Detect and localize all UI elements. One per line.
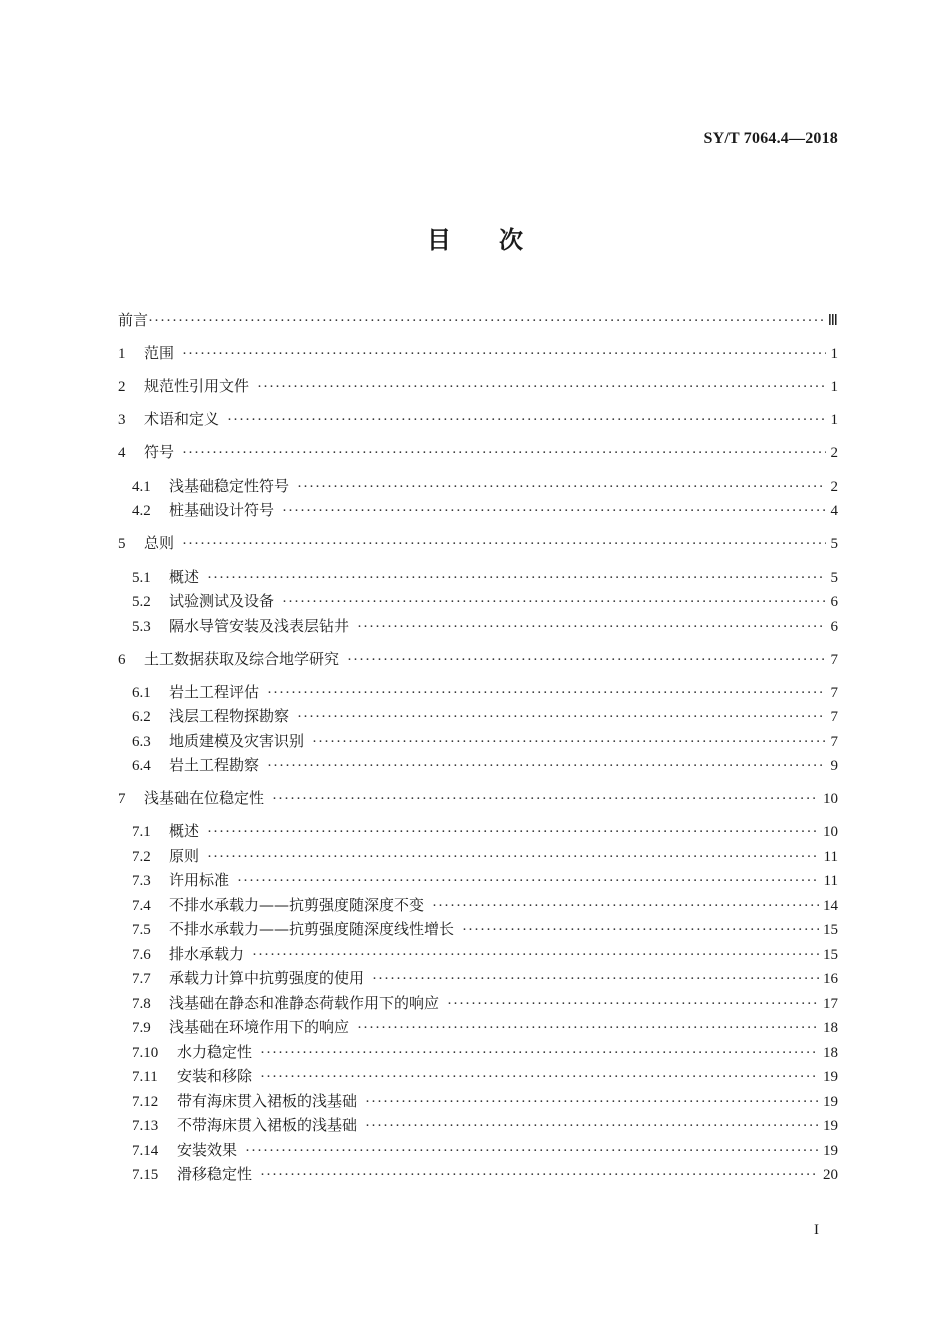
toc-entry-title: 许用标准 xyxy=(169,871,230,889)
toc-entry-number: 7.10 xyxy=(132,1045,159,1061)
toc-entry-number: 7.14 xyxy=(132,1143,159,1159)
toc-entry-page: 2 xyxy=(830,479,838,495)
dot-leader xyxy=(282,500,826,522)
toc-entry-6-2[interactable] xyxy=(132,705,838,727)
toc-entry-1[interactable] xyxy=(118,342,838,364)
toc-entry-title: 带有海床贯入裙板的浅基础 xyxy=(177,1092,358,1110)
dot-leader xyxy=(365,1091,819,1113)
toc-entry-number: 7.1 xyxy=(132,824,151,840)
toc-entry-number: 1 xyxy=(118,346,126,362)
dot-leader xyxy=(182,533,826,555)
title-char-2: 次 xyxy=(499,226,523,254)
toc-entry-title: 不排水承载力——抗剪强度随深度线性增长 xyxy=(169,920,455,938)
toc-entry-title: 概述 xyxy=(169,822,200,840)
toc-entry-page: 6 xyxy=(830,619,838,635)
toc-entry-page: 11 xyxy=(823,849,838,865)
toc-entry-2[interactable] xyxy=(118,375,838,397)
dot-leader xyxy=(447,993,819,1015)
toc-entry-7-13[interactable] xyxy=(132,1114,838,1136)
toc-entry-title: 原则 xyxy=(169,847,200,865)
dot-leader xyxy=(282,591,826,613)
toc-entry-7-9[interactable] xyxy=(132,1016,838,1038)
toc-entry-number: 7.6 xyxy=(132,947,151,963)
dot-leader xyxy=(227,409,826,431)
toc-entry-page: 7 xyxy=(830,709,838,725)
toc-entry-4-2[interactable] xyxy=(132,499,838,521)
toc-entry-number: 7.7 xyxy=(132,971,151,987)
toc-entry-number: 5.1 xyxy=(132,570,151,586)
toc-entry-title: 浅基础在位稳定性 xyxy=(144,789,265,807)
toc-entry-page: Ⅲ xyxy=(827,313,838,329)
toc-entry-title: 桩基础设计符号 xyxy=(169,501,275,519)
dot-leader xyxy=(148,310,824,332)
toc-entry-title: 试验测试及设备 xyxy=(169,592,275,610)
toc-entry-page: 19 xyxy=(823,1094,838,1110)
toc-entry-title: 隔水导管安装及浅表层钻井 xyxy=(169,617,350,635)
toc-entry-page: 1 xyxy=(830,346,838,362)
dot-leader xyxy=(260,1042,819,1064)
dot-leader xyxy=(357,616,826,638)
toc-entry-number: 6.1 xyxy=(132,685,151,701)
dot-leader xyxy=(207,821,819,843)
toc-entry-title: 概述 xyxy=(169,568,200,586)
toc-entry-7-5[interactable] xyxy=(132,918,838,940)
toc-entry-title: 不带海床贯入裙板的浅基础 xyxy=(177,1116,358,1134)
toc-entry-6-3[interactable] xyxy=(132,730,838,752)
toc-entry-7-14[interactable] xyxy=(132,1139,838,1161)
toc-entry-page: 18 xyxy=(823,1020,838,1036)
toc-entry-page: 1 xyxy=(830,412,838,428)
toc-entry-7-12[interactable] xyxy=(132,1090,838,1112)
toc-entry-number: 6 xyxy=(118,652,126,668)
toc-entry-4[interactable] xyxy=(118,441,838,463)
toc-entry-page: 15 xyxy=(823,947,838,963)
toc-entry-number: 7.8 xyxy=(132,996,151,1012)
toc-entry-number: 4.2 xyxy=(132,503,151,519)
toc-entry-7-7[interactable] xyxy=(132,967,838,989)
toc-entry-title: 土工数据获取及综合地学研究 xyxy=(144,650,340,668)
toc-entry-7[interactable] xyxy=(118,787,838,809)
dot-leader xyxy=(347,649,826,671)
dot-leader xyxy=(462,919,819,941)
standard-code: SY/T 7064.4—2018 xyxy=(703,130,838,147)
toc-entry-7-11[interactable] xyxy=(132,1065,838,1087)
dot-leader xyxy=(267,682,826,704)
toc-entry-page: 19 xyxy=(823,1143,838,1159)
dot-leader xyxy=(365,1115,819,1137)
toc-entry-5[interactable] xyxy=(118,532,838,554)
toc-entry-7-8[interactable] xyxy=(132,992,838,1014)
toc-entry-title: 滑移稳定性 xyxy=(177,1165,253,1183)
page-title xyxy=(0,220,950,255)
toc-entry-5-2[interactable] xyxy=(132,590,838,612)
dot-leader xyxy=(432,895,819,917)
toc-entry-7-10[interactable] xyxy=(132,1041,838,1063)
toc-entry-5-3[interactable] xyxy=(132,615,838,637)
toc-entry-number: 4.1 xyxy=(132,479,151,495)
toc-entry-page: 14 xyxy=(823,898,838,914)
dot-leader xyxy=(252,944,819,966)
toc-entry-foreword[interactable] xyxy=(118,309,838,331)
toc-entry-number: 2 xyxy=(118,379,126,395)
toc-entry-number: 4 xyxy=(118,445,126,461)
toc-entry-title: 浅基础在静态和准静态荷载作用下的响应 xyxy=(169,994,440,1012)
toc-entry-number: 6.3 xyxy=(132,734,151,750)
toc-entry-page: 19 xyxy=(823,1069,838,1085)
toc-entry-number: 7.13 xyxy=(132,1118,159,1134)
toc-entry-number: 6.4 xyxy=(132,758,151,774)
toc-entry-7-2[interactable] xyxy=(132,845,838,867)
toc-entry-page: 15 xyxy=(823,922,838,938)
toc-entry-title: 浅基础在环境作用下的响应 xyxy=(169,1018,350,1036)
dot-leader xyxy=(237,870,820,892)
title-char-1: 目 xyxy=(427,226,451,254)
toc-entry-page: 10 xyxy=(823,824,838,840)
dot-leader xyxy=(372,968,819,990)
toc-entry-page: 7 xyxy=(830,652,838,668)
toc-entry-title: 承载力计算中抗剪强度的使用 xyxy=(169,969,365,987)
toc-entry-number: 7.2 xyxy=(132,849,151,865)
toc-entry-page: 7 xyxy=(830,734,838,750)
toc-entry-page: 5 xyxy=(830,536,838,552)
toc-entry-title: 术语和定义 xyxy=(144,410,220,428)
page-number: I xyxy=(814,1222,819,1238)
dot-leader xyxy=(257,376,826,398)
toc-entry-7-3[interactable] xyxy=(132,869,838,891)
toc-entry-number: 6.2 xyxy=(132,709,151,725)
dot-leader xyxy=(207,846,820,868)
toc-entry-7-4[interactable] xyxy=(132,894,838,916)
toc-entry-title: 安装和移除 xyxy=(177,1067,253,1085)
toc-entry-6[interactable] xyxy=(118,648,838,670)
toc-entry-number: 5.2 xyxy=(132,594,151,610)
toc-entry-7-6[interactable] xyxy=(132,943,838,965)
toc-entry-5-1[interactable] xyxy=(132,566,838,588)
toc-entry-page: 5 xyxy=(830,570,838,586)
toc-entry-number: 7.12 xyxy=(132,1094,159,1110)
toc-entry-page: 1 xyxy=(830,379,838,395)
toc-entry-title: 地质建模及灾害识别 xyxy=(169,732,305,750)
toc-entry-title: 浅基础稳定性符号 xyxy=(169,477,290,495)
toc-entry-title: 排水承载力 xyxy=(169,945,245,963)
toc-entry-7-1[interactable] xyxy=(132,820,838,842)
toc-entry-title: 岩土工程勘察 xyxy=(169,756,260,774)
toc-entry-page: 7 xyxy=(830,685,838,701)
toc-entry-page: 20 xyxy=(823,1167,838,1183)
toc-entry-number: 7 xyxy=(118,791,126,807)
toc-entry-title: 安装效果 xyxy=(177,1141,238,1159)
toc-entry-number: 7.4 xyxy=(132,898,151,914)
toc-entry-3[interactable] xyxy=(118,408,838,430)
toc-entry-page: 10 xyxy=(823,791,838,807)
dot-leader xyxy=(267,755,826,777)
dot-leader xyxy=(357,1017,819,1039)
toc-entry-page: 9 xyxy=(830,758,838,774)
toc-entry-page: 6 xyxy=(830,594,838,610)
dot-leader xyxy=(260,1066,819,1088)
toc-entry-page: 2 xyxy=(830,445,838,461)
toc-entry-page: 17 xyxy=(823,996,838,1012)
toc-entry-page: 19 xyxy=(823,1118,838,1134)
toc-entry-number: 3 xyxy=(118,412,126,428)
toc-entry-4-1[interactable] xyxy=(132,475,838,497)
toc-entry-title: 符号 xyxy=(144,443,175,461)
dot-leader xyxy=(297,706,826,728)
toc-entry-title: 前言 xyxy=(118,311,149,329)
dot-leader xyxy=(207,567,826,589)
toc-entry-6-1[interactable] xyxy=(132,681,838,703)
dot-leader xyxy=(245,1140,819,1162)
toc-entry-number: 7.9 xyxy=(132,1020,151,1036)
toc-entry-number: 7.11 xyxy=(132,1069,158,1085)
dot-leader xyxy=(297,476,826,498)
dot-leader xyxy=(182,343,826,365)
toc-entry-number: 7.3 xyxy=(132,873,151,889)
toc-entry-title: 水力稳定性 xyxy=(177,1043,253,1061)
dot-leader xyxy=(182,442,826,464)
toc-entry-number: 7.5 xyxy=(132,922,151,938)
toc-entry-title: 总则 xyxy=(144,534,175,552)
toc-entry-7-15[interactable] xyxy=(132,1163,838,1185)
toc-entry-page: 16 xyxy=(823,971,838,987)
toc-entry-title: 范围 xyxy=(144,344,175,362)
toc-entry-title: 规范性引用文件 xyxy=(144,377,250,395)
toc-entry-title: 浅层工程物探勘察 xyxy=(169,707,290,725)
dot-leader xyxy=(260,1164,819,1186)
dot-leader xyxy=(272,788,819,810)
toc-entry-title: 岩土工程评估 xyxy=(169,683,260,701)
toc-entry-page: 11 xyxy=(823,873,838,889)
toc-entry-number: 5.3 xyxy=(132,619,151,635)
toc-entry-number: 7.15 xyxy=(132,1167,159,1183)
toc-entry-title: 不排水承载力——抗剪强度随深度不变 xyxy=(169,896,425,914)
toc-entry-page: 4 xyxy=(830,503,838,519)
toc-entry-page: 18 xyxy=(823,1045,838,1061)
dot-leader xyxy=(312,731,826,753)
toc-entry-6-4[interactable] xyxy=(132,754,838,776)
toc-entry-number: 5 xyxy=(118,536,126,552)
